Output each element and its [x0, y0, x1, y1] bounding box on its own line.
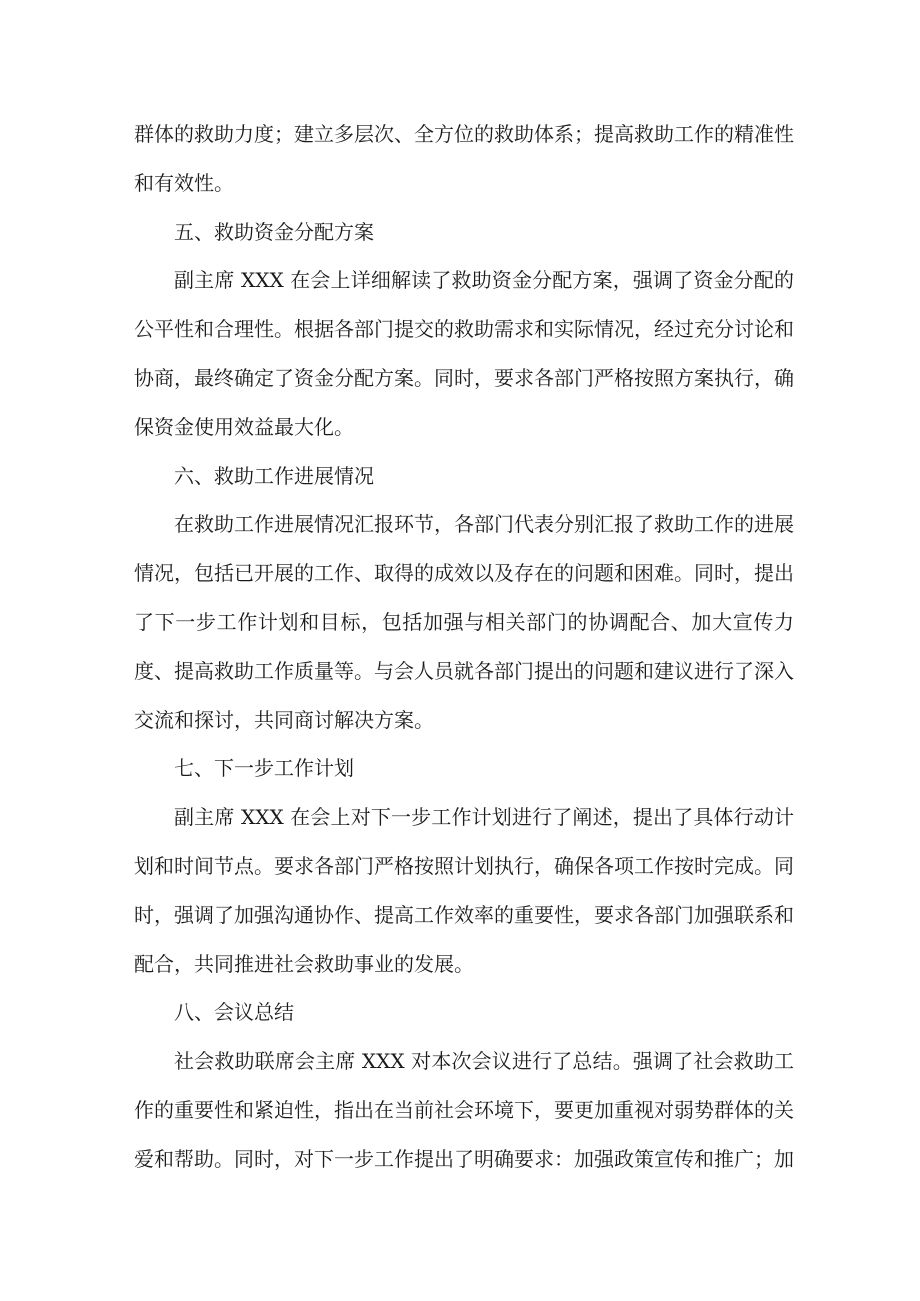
section-heading-6: 六、救助工作进展情况	[174, 463, 374, 488]
section-heading-8: 八、会议总结	[174, 1000, 294, 1025]
section-heading-7: 七、下一步工作计划	[174, 756, 354, 781]
paragraph-next-steps: 副主席 XXX 在会上对下一步工作计划进行了阐述，提出了具体行动计划和时间节点。要求各部门严格按照计划执行，确保各项工作按时完成。同时，强调了加强沟通协作、提高工作效率的重要性，要求各部门加强联系和配合，共同推进社会救助事业的发展。	[134, 805, 794, 976]
document-body	[134, 110, 794, 1184]
section-heading-5: 五、救助资金分配方案	[174, 219, 374, 244]
paragraph-progress: 在救助工作进展情况汇报环节，各部门代表分别汇报了救助工作的进展情况，包括已开展的工作、取得的成效以及存在的问题和困难。同时，提出了下一步工作计划和目标，包括加强与相关部门的协调配合、加大宣传力度、提高救助工作质量等。与会人员就各部门提出的问题和建议进行了深入交流和探讨，共同商讨解决方案。	[134, 512, 794, 732]
paragraph-summary: 社会救助联席会主席 XXX 对本次会议进行了总结。强调了社会救助工作的重要性和紧迫性，指出在当前社会环境下，要更加重视对弱势群体的关爱和帮助。同时，对下一步工作提出了明确要求：加强政策宣传和推广；加	[134, 1049, 794, 1171]
paragraph-continuation: 群体的救助力度；建立多层次、全方位的救助体系；提高救助工作的精准性和有效性。	[134, 122, 794, 195]
paragraph-funding-plan: 副主席 XXX 在会上详细解读了救助资金分配方案，强调了资金分配的公平性和合理性。根据各部门提交的救助需求和实际情况，经过充分讨论和协商，最终确定了资金分配方案。同时，要求各部门严格按照方案执行，确保资金使用效益最大化。	[134, 268, 794, 439]
